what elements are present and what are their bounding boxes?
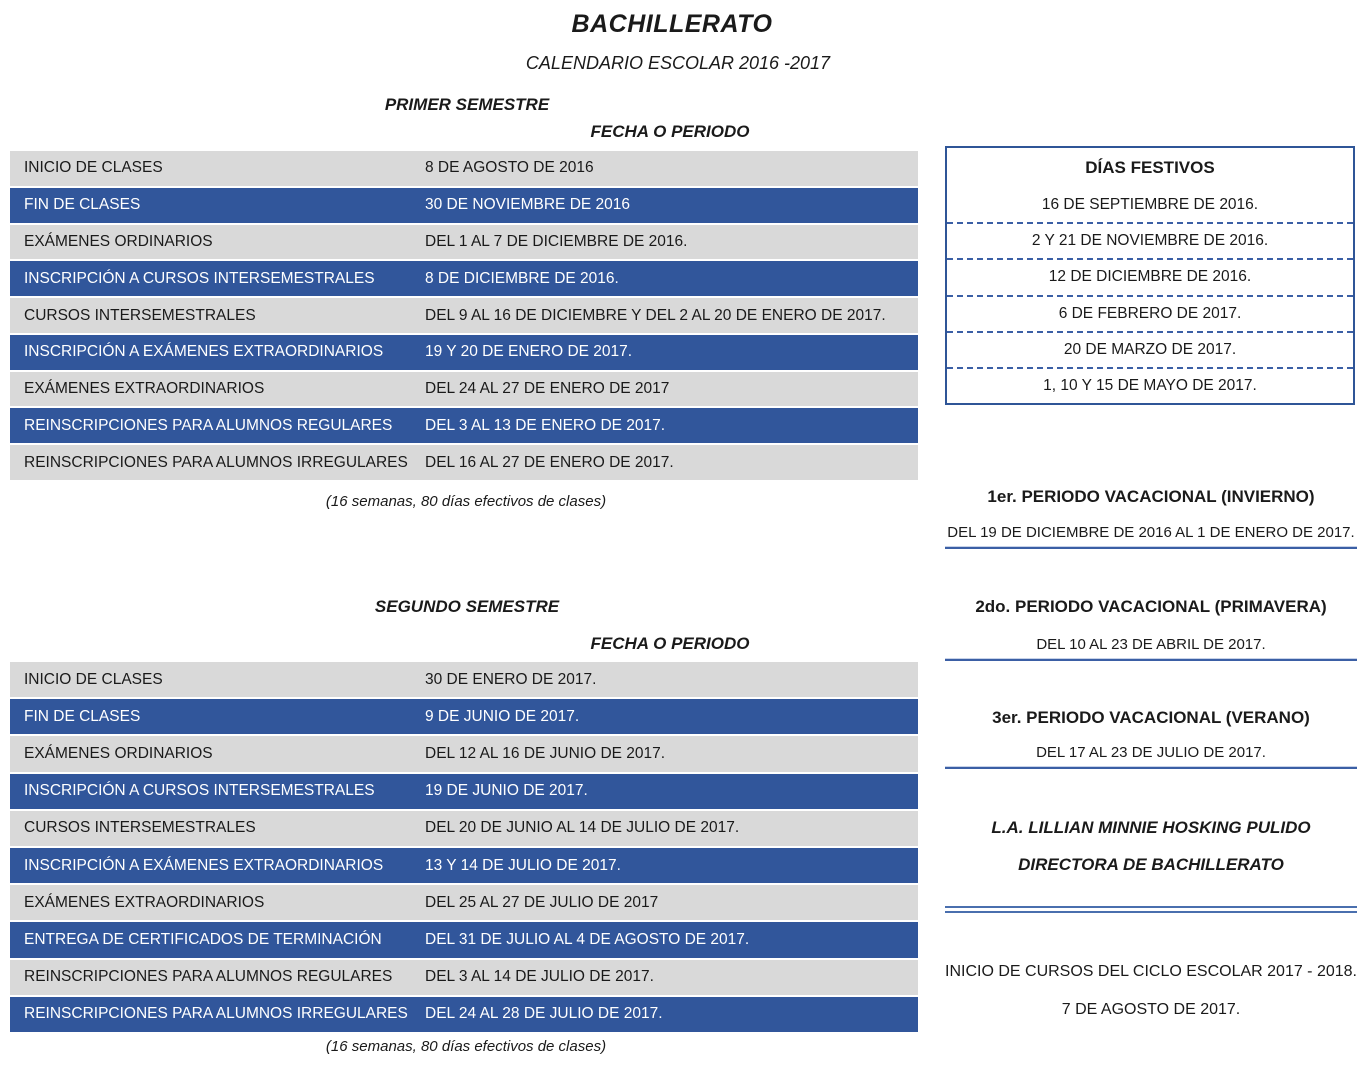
holiday-item: 20 DE MARZO DE 2017. — [947, 331, 1353, 367]
activity-cell: ENTREGA DE CERTIFICADOS DE TERMINACIÓN — [24, 931, 382, 949]
date-cell: DEL 3 AL 14 DE JULIO DE 2017. — [425, 968, 654, 986]
activity-cell: EXÁMENES EXTRAORDINARIOS — [24, 380, 265, 398]
vacation3-divider — [945, 766, 1357, 769]
activity-cell: REINSCRIPCIONES PARA ALUMNOS IRREGULARES — [24, 453, 408, 471]
vacation3-title: 3er. PERIODO VACACIONAL (VERANO) — [992, 708, 1310, 727]
holiday-item: 6 DE FEBRERO DE 2017. — [947, 295, 1353, 331]
date-cell: DEL 20 DE JUNIO AL 14 DE JULIO DE 2017. — [425, 819, 740, 837]
date-cell: DEL 31 DE JULIO AL 4 DE AGOSTO DE 2017. — [425, 931, 750, 949]
page-title: BACHILLERATO — [571, 10, 773, 38]
activity-cell: FIN DE CLASES — [24, 196, 141, 214]
date-cell: 8 DE DICIEMBRE DE 2016. — [425, 269, 619, 287]
semester2-table — [10, 662, 918, 1032]
semester2-label: SEGUNDO SEMESTRE — [374, 597, 560, 616]
table-row — [10, 406, 918, 443]
signature-divider — [945, 906, 1357, 913]
date-cell: DEL 24 AL 27 DE ENERO DE 2017 — [425, 380, 670, 398]
vacation2-date: DEL 10 AL 23 DE ABRIL DE 2017. — [1036, 636, 1266, 653]
table-row — [10, 697, 918, 734]
holiday-item: 1, 10 Y 15 DE MAYO DE 2017. — [947, 367, 1353, 403]
semester1-label: PRIMER SEMESTRE — [384, 95, 550, 114]
vacation1-divider — [945, 546, 1357, 549]
table-row — [10, 883, 918, 920]
table-row — [10, 846, 918, 883]
semester1-table — [10, 151, 918, 480]
director-role: DIRECTORA DE BACHILLERATO — [1018, 855, 1284, 874]
date-cell: 30 DE NOVIEMBRE DE 2016 — [425, 196, 631, 214]
holiday-item: 16 DE SEPTIEMBRE DE 2016. — [1041, 196, 1259, 214]
table-row — [10, 662, 918, 697]
date-cell: 19 Y 20 DE ENERO DE 2017. — [425, 343, 633, 361]
vacation3-date: DEL 17 AL 23 DE JULIO DE 2017. — [1036, 744, 1266, 761]
semester2-column-header: FECHA O PERIODO — [590, 634, 750, 653]
date-cell: 30 DE ENERO DE 2017. — [425, 670, 597, 688]
date-cell: DEL 12 AL 16 DE JUNIO DE 2017. — [425, 745, 666, 762]
activity-cell: CURSOS INTERSEMESTRALES — [24, 819, 256, 837]
activity-cell: REINSCRIPCIONES PARA ALUMNOS REGULARES — [24, 968, 393, 986]
holidays-title: DÍAS FESTIVOS — [1085, 158, 1215, 177]
date-cell: DEL 3 AL 13 DE ENERO DE 2017. — [425, 416, 666, 434]
date-cell: 19 DE JUNIO DE 2017. — [425, 782, 588, 800]
table-row — [10, 259, 918, 296]
activity-cell: INICIO DE CLASES — [24, 670, 163, 688]
vacation1-title: 1er. PERIODO VACACIONAL (INVIERNO) — [987, 487, 1315, 506]
activity-cell: EXÁMENES ORDINARIOS — [24, 745, 213, 762]
table-row — [10, 958, 918, 995]
table-row — [10, 370, 918, 407]
table-row — [10, 809, 918, 846]
activity-cell: FIN DE CLASES — [24, 707, 141, 725]
date-cell: DEL 25 AL 27 DE JULIO DE 2017 — [425, 893, 659, 911]
page-subtitle: CALENDARIO ESCOLAR 2016 -2017 — [525, 53, 831, 73]
date-cell: 8 DE AGOSTO DE 2016 — [425, 159, 594, 177]
semester1-column-header: FECHA O PERIODO — [590, 122, 750, 141]
table-row — [10, 296, 918, 333]
table-row — [10, 151, 918, 186]
table-row — [10, 443, 918, 480]
next-cycle-date: 7 DE AGOSTO DE 2017. — [1061, 1001, 1241, 1018]
activity-cell: INSCRIPCIÓN A CURSOS INTERSEMESTRALES — [24, 782, 375, 800]
vacation2-divider — [945, 658, 1357, 661]
next-cycle-note: INICIO DE CURSOS DEL CICLO ESCOLAR 2017 - 2018. — [945, 963, 1357, 980]
date-cell: 9 DE JUNIO DE 2017. — [425, 707, 580, 725]
table-row — [10, 772, 918, 809]
holiday-item: 2 Y 21 DE NOVIEMBRE DE 2016. — [947, 222, 1353, 258]
director-name: L.A. LILLIAN MINNIE HOSKING PULIDO — [991, 818, 1311, 837]
activity-cell: EXÁMENES EXTRAORDINARIOS — [24, 893, 265, 911]
date-cell: 13 Y 14 DE JULIO DE 2017. — [425, 856, 621, 874]
date-cell: DEL 1 AL 7 DE DICIEMBRE DE 2016. — [425, 232, 688, 250]
activity-cell: EXÁMENES ORDINARIOS — [24, 232, 213, 250]
activity-cell: INICIO DE CLASES — [24, 159, 163, 177]
holiday-item: 12 DE DICIEMBRE DE 2016. — [947, 258, 1353, 294]
activity-cell: INSCRIPCIÓN A EXÁMENES EXTRAORDINARIOS — [24, 343, 384, 361]
activity-cell: REINSCRIPCIONES PARA ALUMNOS REGULARES — [24, 416, 393, 434]
activity-cell: REINSCRIPCIONES PARA ALUMNOS IRREGULARES — [24, 1005, 408, 1023]
table-row — [10, 223, 918, 260]
semester2-footnote: (16 semanas, 80 días efectivos de clases) — [325, 1038, 607, 1055]
semester1-footnote: (16 semanas, 80 días efectivos de clases) — [325, 493, 607, 510]
date-cell: DEL 16 AL 27 DE ENERO DE 2017. — [425, 453, 674, 471]
table-row — [10, 333, 918, 370]
vacation2-title: 2do. PERIODO VACACIONAL (PRIMAVERA) — [975, 597, 1327, 616]
vacation1-date: DEL 19 DE DICIEMBRE DE 2016 AL 1 DE ENERO DE 2017. — [947, 524, 1355, 541]
table-row — [10, 920, 918, 957]
date-cell: DEL 9 AL 16 DE DICIEMBRE Y DEL 2 AL 20 DE ENERO DE 2017. — [425, 306, 886, 324]
table-row — [10, 995, 918, 1032]
table-row — [10, 734, 918, 771]
activity-cell: INSCRIPCIÓN A EXÁMENES EXTRAORDINARIOS — [24, 856, 384, 874]
activity-cell: CURSOS INTERSEMESTRALES — [24, 306, 256, 324]
table-row — [10, 186, 918, 223]
activity-cell: INSCRIPCIÓN A CURSOS INTERSEMESTRALES — [24, 269, 375, 287]
date-cell: DEL 24 AL 28 DE JULIO DE 2017. — [425, 1005, 663, 1023]
holidays-box — [945, 146, 1355, 405]
